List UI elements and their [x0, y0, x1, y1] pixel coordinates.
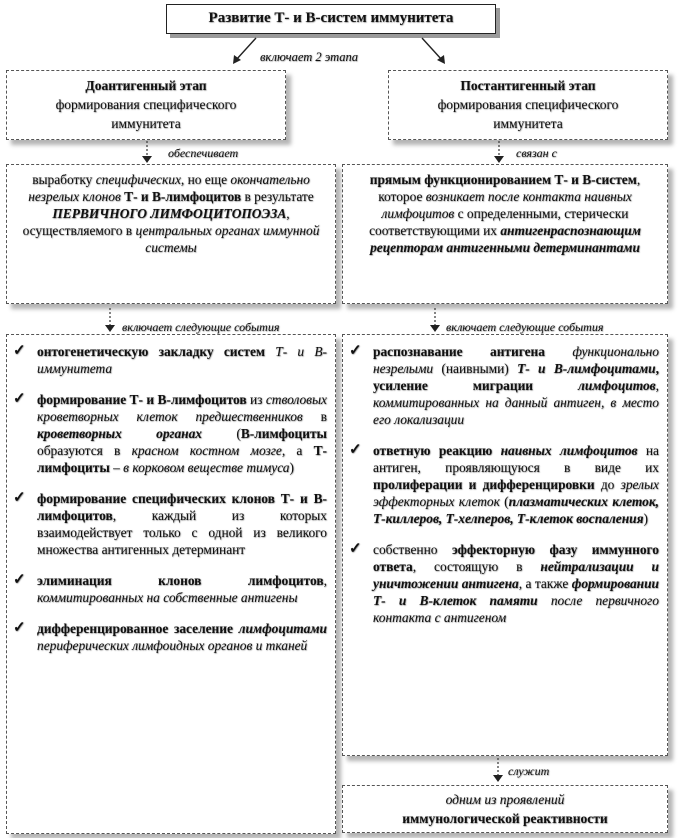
arrow-left-stage-down [140, 141, 154, 165]
preantigen-description-box [6, 164, 336, 304]
stage-postantigen-box [388, 70, 668, 140]
desc-left-t3: , но еще [180, 172, 228, 187]
event-text: в [320, 409, 327, 424]
preantigen-events-box [6, 334, 336, 834]
label-includes-events-right: включает следующие события [446, 320, 604, 334]
event-text: , состоящую в [412, 559, 523, 574]
event-text: функционально незрелыми [373, 344, 659, 376]
stage-postantigen-title: Постантигенный этап [460, 78, 596, 93]
desc-left-t9: осуществляемого в [22, 223, 133, 238]
final-line2: иммунологической реактивности [402, 811, 608, 826]
event-text: красном костном мозге [131, 443, 282, 458]
check-icon: ✓ [349, 541, 362, 557]
title: Развитие Т- и В-систем иммунитета [208, 10, 454, 26]
postantigen-description-box [342, 164, 668, 304]
event-text: до [600, 477, 615, 492]
check-icon: ✓ [13, 343, 26, 359]
event-text: ) [289, 460, 294, 475]
event-text: кроветворных органах [37, 426, 202, 441]
stage-preantigen-line2: формирования специфического [55, 97, 237, 112]
event-text: формирование Т- и В-лимфоцитов [37, 392, 247, 407]
desc-right-t2: , которое [378, 172, 641, 204]
list-item [7, 572, 327, 606]
list-item [343, 541, 659, 626]
desc-left-t7: ПЕРВИЧНОГО ЛИМФОЦИТОПОЭЗА [52, 206, 287, 221]
event-text: ) [643, 511, 648, 526]
desc-left-t1: выработку [32, 172, 93, 187]
stage-preantigen-box [6, 70, 286, 140]
desc-left-t6: в результате [244, 189, 314, 204]
desc-right-t1: прямым функционированием Т- и В-систем [369, 172, 637, 187]
stage-preantigen-title: Доантигенный этап [85, 78, 207, 93]
event-text: периферических лимфоидных органов и тканей [37, 638, 308, 653]
event-text: В-лимфоциты [240, 426, 327, 441]
list-item [7, 620, 327, 654]
event-text: после первичного контакта с антигеном [373, 593, 659, 625]
label-includes-events-left: включает следующие события [122, 320, 280, 334]
event-text: дифференцированное заселение [37, 621, 233, 636]
event-text: (наивными) [441, 361, 509, 376]
event-text: из [249, 392, 263, 407]
event-text: – в корковом веществе тимуса [113, 460, 290, 475]
event-text: , [655, 378, 659, 393]
event-text: распознавание антигена [373, 344, 545, 359]
event-text: образуются [37, 443, 103, 458]
label-provides: обеспечивает [168, 146, 239, 160]
list-item [343, 343, 659, 428]
list-item [343, 442, 659, 527]
event-text: плазматических клеток, Т-киллеров, Т-хелперов, Т-клеток воспаления [373, 494, 659, 526]
event-text: ( [236, 426, 241, 441]
desc-left-t4: окончательно незрелых клонов [28, 172, 310, 204]
desc-left-t10: центральных органах иммунной системы [135, 223, 320, 255]
desc-right-t4: с определенными, стерически соответствующими их [369, 206, 629, 238]
event-text: зрелых эффекторных клеток [373, 477, 659, 509]
check-icon: ✓ [349, 343, 362, 359]
final-line1: одним из проявлений [445, 792, 565, 807]
title-box [166, 4, 496, 34]
event-text: лимфоцитами [238, 621, 327, 636]
event-text: Т- и В-лимфоцитами [517, 361, 656, 376]
arrow-serves-down [491, 758, 505, 784]
check-icon: ✓ [13, 490, 26, 506]
check-icon: ✓ [349, 442, 362, 458]
event-text: лимфоцитов [578, 378, 656, 393]
arrow-right-stage-down [492, 141, 506, 165]
stage-preantigen-line3: иммунитета [111, 116, 181, 131]
label-related-to: связан с [516, 146, 557, 160]
event-text: эффекторную фазу иммунного ответа [373, 542, 659, 574]
event-text: онтогенетическую закладку систем [37, 344, 266, 359]
list-item [7, 391, 327, 476]
event-text: , а [281, 443, 303, 458]
label-includes-2-stages: включает 2 этапа [260, 50, 359, 64]
arrow-right-desc-down [428, 308, 442, 334]
event-text: наивных лимфоцитов [500, 443, 638, 458]
event-text: ответную реакцию [373, 443, 493, 458]
event-text: на антиген, проявляющуюся в виде их [373, 443, 659, 475]
event-text: коммитированных на собственные антигены [37, 590, 298, 605]
event-text: элиминация клонов лимфоцитов [37, 573, 324, 588]
desc-right-t5: антигенраспознающим рецепторам антигенными детерминантами [370, 223, 641, 255]
final-box [342, 785, 668, 833]
event-text: в [114, 443, 121, 458]
arrow-title-left [230, 36, 260, 66]
desc-left-t8: , [286, 206, 290, 221]
stage-postantigen-line3: иммунитета [493, 116, 563, 131]
event-text: , а также [518, 576, 569, 591]
desc-left-t5: Т- и В-лимфоцитов [124, 189, 242, 204]
postantigen-events-box [342, 334, 668, 756]
event-text: , усиление миграции [373, 361, 659, 393]
event-text: стволовых кроветворных клеток предшественников [37, 392, 327, 424]
list-item [7, 490, 327, 558]
event-text: Т- и В-иммунитета [37, 344, 327, 376]
event-text: формировании Т- и В-клеток памяти [373, 576, 659, 608]
check-icon: ✓ [13, 572, 26, 588]
event-text: собственно [373, 542, 438, 557]
event-text: пролиферации и дифференцировки [373, 477, 595, 492]
check-icon: ✓ [13, 620, 26, 636]
event-text: формирование специфических клонов Т- и В-лимфоцитов [37, 491, 327, 523]
check-icon: ✓ [13, 391, 26, 407]
arrow-title-right [418, 36, 448, 66]
list-item [7, 343, 327, 377]
event-text: ( [504, 494, 509, 509]
label-serves: служит [508, 764, 550, 778]
stage-postantigen-line2: формирования специфического [437, 97, 619, 112]
desc-right-t3: возникает после контакта наивных лимфоцитов [381, 189, 632, 221]
arrow-left-desc-down [103, 308, 117, 334]
event-text: Т-лимфоциты [37, 443, 327, 475]
event-text: , каждый из которых взаимодействует только с одной из великого множества антигенных детерминант [37, 508, 327, 557]
event-text: нейтрализации и уничтожении антигена [373, 559, 659, 591]
event-text: коммитированных на данный антиген, в место его локализации [373, 395, 659, 427]
desc-left-t2: специфических [95, 172, 181, 187]
event-text: , [323, 573, 327, 588]
